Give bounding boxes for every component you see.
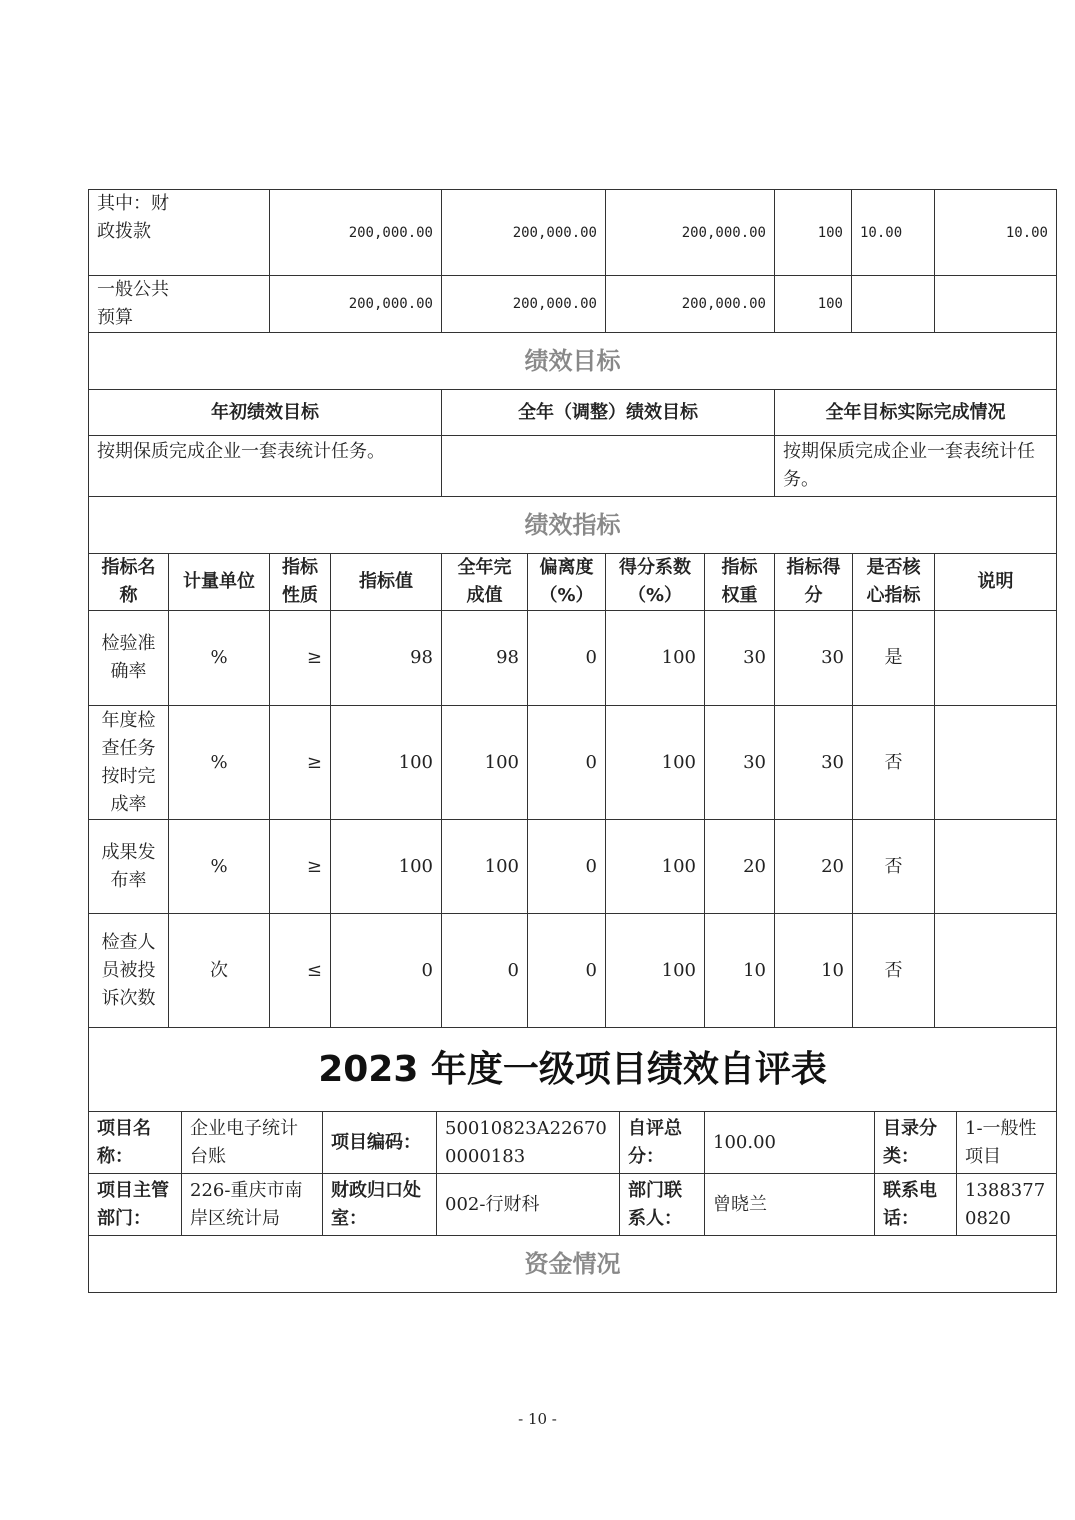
indicator-unit: % — [169, 706, 270, 820]
funding-score: 10.00 — [935, 190, 1057, 276]
funding-section-title: 资金情况 — [89, 1236, 1057, 1293]
perf-goal-section-title: 绩效目标 — [89, 333, 1057, 390]
funding-label: 一般公共预算 — [89, 276, 270, 333]
indicator-nature: ≥ — [270, 706, 331, 820]
indicator-header: 指标得分 — [775, 554, 853, 611]
project-name-label: 项目名称： — [89, 1112, 182, 1174]
dept-label: 项目主管部门： — [89, 1174, 182, 1236]
indicator-name: 年度检查任务按时完成率 — [89, 706, 169, 820]
total-score: 100.00 — [705, 1112, 875, 1174]
indicator-coef: 100 — [606, 820, 705, 914]
indicator-weight: 30 — [705, 611, 775, 706]
indicator-weight: 20 — [705, 820, 775, 914]
funding-rate: 100 — [775, 276, 852, 333]
indicator-row — [89, 914, 1057, 1028]
indicator-unit: 次 — [169, 914, 270, 1028]
indicator-deviation: 0 — [528, 820, 606, 914]
perf-indicators-table — [88, 496, 1057, 1028]
perf-indicators-section-title: 绩效指标 — [89, 497, 1057, 554]
indicator-score: 20 — [775, 820, 853, 914]
indicator-header: 指标权重 — [705, 554, 775, 611]
total-score-label: 自评总分： — [620, 1112, 705, 1174]
project-code: 50010823A226700000183 — [437, 1112, 620, 1174]
indicator-row — [89, 820, 1057, 914]
indicator-weight: 10 — [705, 914, 775, 1028]
contact: 曾晓兰 — [705, 1174, 875, 1236]
funding-value: 200,000.00 — [270, 190, 442, 276]
indicator-header: 计量单位 — [169, 554, 270, 611]
funding-value: 200,000.00 — [606, 276, 775, 333]
indicator-note — [935, 611, 1057, 706]
indicator-actual: 98 — [442, 611, 528, 706]
funding-weight: 10.00 — [852, 190, 935, 276]
indicator-nature: ≤ — [270, 914, 331, 1028]
indicator-header: 说明 — [935, 554, 1057, 611]
perf-goal-adjusted — [442, 436, 775, 497]
indicator-header-row — [89, 554, 1057, 611]
funding-table — [88, 189, 1057, 333]
evaluation-sheet — [88, 189, 1056, 1293]
indicator-nature: ≥ — [270, 820, 331, 914]
indicator-core: 否 — [853, 914, 935, 1028]
indicator-deviation: 0 — [528, 706, 606, 820]
phone: 13883770820 — [957, 1174, 1057, 1236]
page-number: - 10 - — [518, 1410, 557, 1428]
office-label: 财政归口处室： — [323, 1174, 437, 1236]
indicator-row — [89, 706, 1057, 820]
funding-value: 200,000.00 — [442, 190, 606, 276]
phone-label: 联系电话： — [875, 1174, 957, 1236]
form-title: 2023 年度一级项目绩效自评表 — [89, 1028, 1057, 1112]
indicator-header: 指标性质 — [270, 554, 331, 611]
indicator-core: 否 — [853, 820, 935, 914]
indicator-value: 98 — [331, 611, 442, 706]
indicator-note — [935, 820, 1057, 914]
funding-row — [89, 190, 1057, 276]
indicator-name: 成果发布率 — [89, 820, 169, 914]
indicator-note — [935, 914, 1057, 1028]
indicator-nature: ≥ — [270, 611, 331, 706]
indicator-header: 指标名称 — [89, 554, 169, 611]
perf-goal-actual: 按期保质完成企业一套表统计任务。 — [775, 436, 1057, 497]
indicator-coef: 100 — [606, 914, 705, 1028]
perf-goal-initial: 按期保质完成企业一套表统计任务。 — [89, 436, 442, 497]
indicator-header: 是否核心指标 — [853, 554, 935, 611]
indicator-header: 得分系数（%） — [606, 554, 705, 611]
indicator-deviation: 0 — [528, 611, 606, 706]
indicator-name: 检查人员被投诉次数 — [89, 914, 169, 1028]
funding-value: 200,000.00 — [442, 276, 606, 333]
indicator-header: 指标值 — [331, 554, 442, 611]
indicator-unit: % — [169, 820, 270, 914]
project-code-label: 项目编码： — [323, 1112, 437, 1174]
perf-goal-header: 全年目标实际完成情况 — [775, 390, 1057, 436]
indicator-actual: 100 — [442, 820, 528, 914]
contact-label: 部门联系人： — [620, 1174, 705, 1236]
indicator-score: 30 — [775, 611, 853, 706]
perf-goal-header: 年初绩效目标 — [89, 390, 442, 436]
project-info-table — [88, 1027, 1057, 1293]
indicator-core: 是 — [853, 611, 935, 706]
category: 1-一般性项目 — [957, 1112, 1057, 1174]
indicator-score: 10 — [775, 914, 853, 1028]
indicator-header: 全年完成值 — [442, 554, 528, 611]
indicator-deviation: 0 — [528, 914, 606, 1028]
indicator-row — [89, 611, 1057, 706]
funding-rate: 100 — [775, 190, 852, 276]
funding-score — [935, 276, 1057, 333]
indicator-weight: 30 — [705, 706, 775, 820]
indicator-score: 30 — [775, 706, 853, 820]
category-label: 目录分类： — [875, 1112, 957, 1174]
indicator-coef: 100 — [606, 611, 705, 706]
perf-goal-table — [88, 332, 1057, 497]
indicator-core: 否 — [853, 706, 935, 820]
funding-row — [89, 276, 1057, 333]
perf-goal-header: 全年（调整）绩效目标 — [442, 390, 775, 436]
funding-value: 200,000.00 — [270, 276, 442, 333]
dept: 226-重庆市南岸区统计局 — [182, 1174, 323, 1236]
project-name: 企业电子统计台账 — [182, 1112, 323, 1174]
indicator-actual: 0 — [442, 914, 528, 1028]
funding-value: 200,000.00 — [606, 190, 775, 276]
indicator-unit: % — [169, 611, 270, 706]
indicator-value: 100 — [331, 820, 442, 914]
indicator-actual: 100 — [442, 706, 528, 820]
indicator-note — [935, 706, 1057, 820]
indicator-header: 偏离度（%） — [528, 554, 606, 611]
indicator-name: 检验准确率 — [89, 611, 169, 706]
indicator-value: 0 — [331, 914, 442, 1028]
indicator-coef: 100 — [606, 706, 705, 820]
funding-weight — [852, 276, 935, 333]
indicator-value: 100 — [331, 706, 442, 820]
funding-label: 其中：财政拨款 — [89, 190, 270, 276]
office: 002-行财科 — [437, 1174, 620, 1236]
